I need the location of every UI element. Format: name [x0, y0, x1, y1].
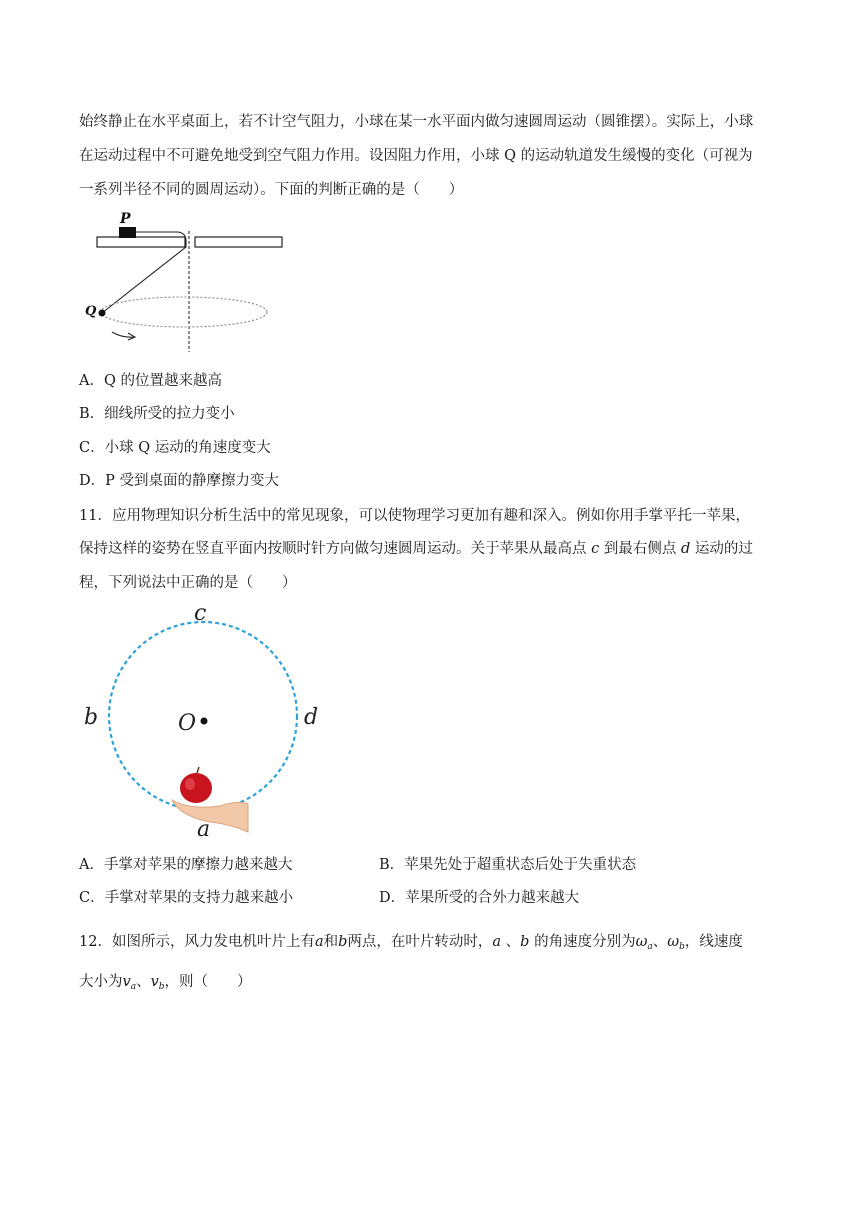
q12-line-1: 12．如图所示，风力发电机叶片上有a和b两点，在叶片转动时，a 、b 的角速度分别为$\omega_a$、$\omega_b$，线速度 — [79, 934, 743, 952]
label-a: a — [197, 817, 211, 840]
orbit — [101, 297, 267, 327]
label-d: d — [304, 705, 319, 730]
q11-option-a: A．手掌对苹果的摩擦力越来越大 — [79, 857, 293, 873]
q11-figure — [80, 600, 340, 840]
center-dot — [201, 718, 208, 725]
q11-line-2: 保持这样的姿势在竖直平面内按顺时针方向做匀速圆周运动。关于苹果从最高点 c 到最右侧点 d 运动的过 — [79, 541, 753, 557]
string — [102, 232, 186, 313]
q12-line-2: 大小为$v_a$、$v_b$，则（ ） — [79, 974, 252, 992]
q10-line-2: 在运动过程中不可避免地受到空气阻力作用。设因阻力作用，小球 Q 的运动轨道发生缓慢的变化（可视为 — [79, 148, 753, 164]
label-c: c — [194, 601, 207, 626]
label-p: P — [120, 211, 131, 227]
label-q: Q — [85, 304, 97, 319]
q10-option-a: A．Q 的位置越来越高 — [79, 373, 222, 389]
ball-q — [99, 310, 106, 317]
q11-option-c: C．手掌对苹果的支持力越来越小 — [79, 890, 294, 906]
block-p — [119, 227, 136, 238]
q10-figure — [82, 205, 292, 355]
q11-option-d: D．苹果所受的合外力越来越大 — [379, 890, 580, 906]
label-o: O — [178, 711, 197, 736]
q11-line-1: 11．应用物理知识分析生活中的常见现象，可以使物理学习更加有趣和深入。例如你用手掌平托一苹果， — [79, 508, 750, 524]
q10-option-d: D．P 受到桌面的静摩擦力变大 — [79, 473, 279, 489]
q10-option-b: B．细线所受的拉力变小 — [79, 406, 235, 422]
q10-line-3: 一系列半径不同的圆周运动）。下面的判断正确的是（ ） — [79, 182, 464, 198]
apple-icon — [180, 767, 212, 803]
label-b: b — [84, 705, 99, 730]
q10-option-c: C．小球 Q 运动的角速度变大 — [79, 440, 271, 456]
q10-line-1: 始终静止在水平桌面上，若不计空气阻力，小球在某一水平面内做匀速圆周运动（圆锥摆）。实际上，小球 — [79, 114, 754, 130]
q11-line-3: 程，下列说法中正确的是（ ） — [79, 575, 297, 591]
q11-option-b: B．苹果先处于超重状态后处于失重状态 — [379, 857, 637, 873]
